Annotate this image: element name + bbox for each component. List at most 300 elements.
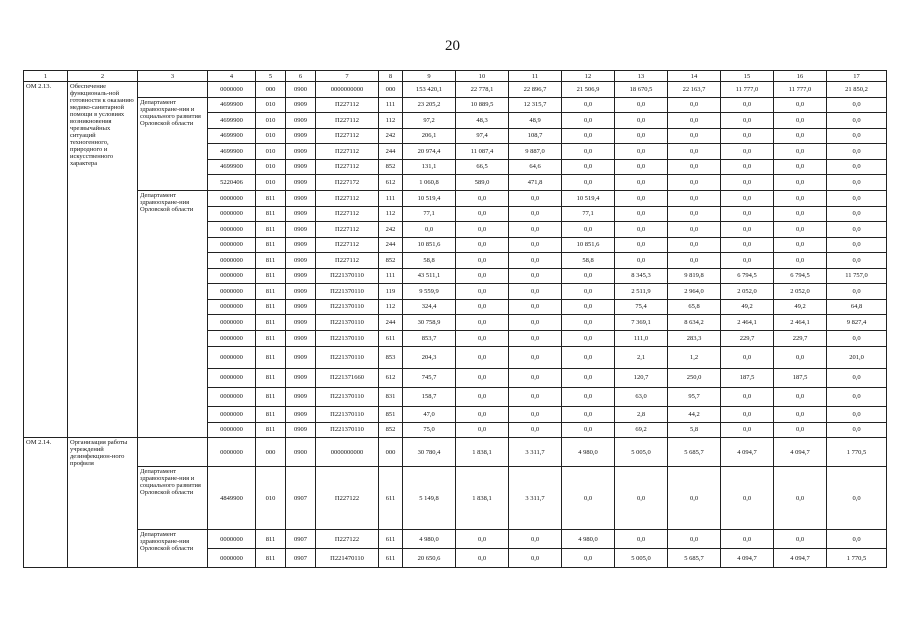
- value-cell: 0,0: [668, 206, 721, 222]
- value-cell: 48,3: [456, 113, 509, 129]
- value-cell: 0,0: [509, 206, 562, 222]
- value-cell: 0000000: [208, 253, 256, 269]
- value-cell: П227112: [316, 253, 379, 269]
- value-cell: 000: [379, 438, 403, 467]
- value-cell: П227112: [316, 159, 379, 175]
- value-cell: 187,5: [721, 368, 774, 387]
- value-cell: 0,0: [668, 113, 721, 129]
- table-row: [24, 438, 887, 467]
- value-cell: 0000000: [208, 284, 256, 300]
- value-cell: 0,0: [774, 406, 827, 422]
- value-cell: 324,4: [403, 299, 456, 315]
- value-cell: 0,0: [827, 330, 887, 346]
- value-cell: 0,0: [827, 159, 887, 175]
- value-cell: 119: [379, 284, 403, 300]
- value-cell: 65,8: [668, 299, 721, 315]
- value-cell: 111: [379, 191, 403, 207]
- value-cell: 5 685,7: [668, 438, 721, 467]
- value-cell: 4 094,7: [721, 549, 774, 568]
- value-cell: 8 345,3: [615, 268, 668, 284]
- value-cell: 0909: [286, 368, 316, 387]
- value-cell: 0000000: [208, 330, 256, 346]
- value-cell: 97,4: [456, 128, 509, 144]
- value-cell: 0,0: [721, 467, 774, 530]
- table-row: [24, 467, 887, 530]
- value-cell: 0,0: [827, 530, 887, 549]
- value-cell: 0000000: [208, 549, 256, 568]
- value-cell: 0,0: [774, 128, 827, 144]
- value-cell: 0,0: [827, 237, 887, 253]
- value-cell: 64,8: [827, 299, 887, 315]
- value-cell: П221370110: [316, 299, 379, 315]
- value-cell: 0900: [286, 82, 316, 98]
- value-cell: П221370110: [316, 406, 379, 422]
- value-cell: П227112: [316, 237, 379, 253]
- value-cell: 0000000: [208, 530, 256, 549]
- value-cell: 11 777,0: [774, 82, 827, 98]
- value-cell: 0,0: [509, 237, 562, 253]
- value-cell: 4 094,7: [774, 438, 827, 467]
- value-cell: 811: [256, 330, 286, 346]
- value-cell: 0,0: [456, 315, 509, 331]
- value-cell: 18 670,5: [615, 82, 668, 98]
- measure-name-cell: Организация работы учреждений дезинфекцион-ного профиля: [68, 438, 138, 568]
- value-cell: 0,0: [509, 422, 562, 438]
- value-cell: 58,8: [562, 253, 615, 269]
- value-cell: 20 650,6: [403, 549, 456, 568]
- value-cell: 0,0: [456, 346, 509, 368]
- header-cell: 7: [316, 71, 379, 82]
- value-cell: 0,0: [509, 284, 562, 300]
- value-cell: 0000000: [208, 368, 256, 387]
- value-cell: 30 780,4: [403, 438, 456, 467]
- value-cell: 0,0: [774, 113, 827, 129]
- value-cell: 0,0: [721, 159, 774, 175]
- value-cell: 21 506,9: [562, 82, 615, 98]
- value-cell: 811: [256, 387, 286, 406]
- value-cell: 0000000: [208, 237, 256, 253]
- value-cell: 131,1: [403, 159, 456, 175]
- value-cell: 64,6: [509, 159, 562, 175]
- value-cell: 0,0: [774, 222, 827, 238]
- value-cell: 10 519,4: [562, 191, 615, 207]
- measure-code-cell: ОМ 2.14.: [24, 438, 68, 568]
- value-cell: 0909: [286, 237, 316, 253]
- header-cell: 1: [24, 71, 68, 82]
- value-cell: 97,2: [403, 113, 456, 129]
- value-cell: 0,0: [615, 253, 668, 269]
- value-cell: 3 311,7: [509, 467, 562, 530]
- value-cell: 010: [256, 128, 286, 144]
- value-cell: 11 087,4: [456, 144, 509, 160]
- value-cell: 4 094,7: [721, 438, 774, 467]
- value-cell: 0,0: [456, 268, 509, 284]
- value-cell: 0,0: [562, 422, 615, 438]
- value-cell: 108,7: [509, 128, 562, 144]
- value-cell: 22 163,7: [668, 82, 721, 98]
- value-cell: 0,0: [721, 387, 774, 406]
- value-cell: 0,0: [562, 113, 615, 129]
- value-cell: 0,0: [562, 330, 615, 346]
- value-cell: 9 819,8: [668, 268, 721, 284]
- value-cell: 853,7: [403, 330, 456, 346]
- value-cell: 0,0: [456, 253, 509, 269]
- value-cell: 811: [256, 222, 286, 238]
- value-cell: 0,0: [827, 422, 887, 438]
- value-cell: 0909: [286, 206, 316, 222]
- value-cell: 0,0: [615, 222, 668, 238]
- value-cell: 0,0: [721, 422, 774, 438]
- value-cell: П227112: [316, 144, 379, 160]
- value-cell: 0909: [286, 315, 316, 331]
- value-cell: П221470110: [316, 549, 379, 568]
- value-cell: П221371660: [316, 368, 379, 387]
- value-cell: 6 794,5: [774, 268, 827, 284]
- value-cell: 0909: [286, 406, 316, 422]
- value-cell: 0,0: [615, 237, 668, 253]
- value-cell: 0909: [286, 222, 316, 238]
- value-cell: 4 980,0: [562, 438, 615, 467]
- value-cell: 0,0: [774, 97, 827, 113]
- value-cell: 95,7: [668, 387, 721, 406]
- value-cell: 811: [256, 284, 286, 300]
- value-cell: 1 770,5: [827, 438, 887, 467]
- value-cell: 0000000: [208, 346, 256, 368]
- value-cell: 0909: [286, 299, 316, 315]
- value-cell: 0,0: [456, 299, 509, 315]
- value-cell: 4699900: [208, 97, 256, 113]
- value-cell: 2 964,0: [668, 284, 721, 300]
- value-cell: 8 634,2: [668, 315, 721, 331]
- value-cell: П221370110: [316, 268, 379, 284]
- value-cell: 0,0: [668, 222, 721, 238]
- value-cell: 229,7: [721, 330, 774, 346]
- value-cell: 43 511,1: [403, 268, 456, 284]
- value-cell: 0,0: [827, 467, 887, 530]
- value-cell: 229,7: [774, 330, 827, 346]
- value-cell: 112: [379, 113, 403, 129]
- value-cell: 0,0: [562, 175, 615, 191]
- value-cell: 811: [256, 268, 286, 284]
- value-cell: 0,0: [562, 128, 615, 144]
- value-cell: 0,0: [827, 144, 887, 160]
- measure-code-cell: ОМ 2.13.: [24, 82, 68, 438]
- value-cell: П221370110: [316, 387, 379, 406]
- value-cell: 4849900: [208, 467, 256, 530]
- value-cell: 111,0: [615, 330, 668, 346]
- value-cell: 0,0: [615, 530, 668, 549]
- value-cell: 0,0: [827, 406, 887, 422]
- value-cell: 30 758,9: [403, 315, 456, 331]
- value-cell: 201,0: [827, 346, 887, 368]
- value-cell: П227172: [316, 175, 379, 191]
- value-cell: 0,0: [509, 268, 562, 284]
- value-cell: 0907: [286, 530, 316, 549]
- value-cell: 0,0: [668, 530, 721, 549]
- value-cell: 010: [256, 113, 286, 129]
- value-cell: 4 094,7: [774, 549, 827, 568]
- value-cell: 0,0: [774, 387, 827, 406]
- header-cell: 12: [562, 71, 615, 82]
- value-cell: 5 685,7: [668, 549, 721, 568]
- value-cell: 0000000: [208, 299, 256, 315]
- value-cell: 851: [379, 406, 403, 422]
- value-cell: 0900: [286, 438, 316, 467]
- value-cell: 0909: [286, 144, 316, 160]
- value-cell: 4699900: [208, 128, 256, 144]
- value-cell: 0,0: [562, 222, 615, 238]
- table-row: [24, 97, 887, 113]
- value-cell: 49,2: [774, 299, 827, 315]
- value-cell: 22 778,1: [456, 82, 509, 98]
- value-cell: 0,0: [721, 175, 774, 191]
- value-cell: 0,0: [562, 97, 615, 113]
- table-row: [24, 191, 887, 207]
- value-cell: 5,8: [668, 422, 721, 438]
- value-cell: 0,0: [721, 191, 774, 207]
- value-cell: 10 519,4: [403, 191, 456, 207]
- value-cell: 0907: [286, 467, 316, 530]
- value-cell: 9 887,0: [509, 144, 562, 160]
- value-cell: 0,0: [615, 144, 668, 160]
- value-cell: 0,0: [774, 530, 827, 549]
- value-cell: 4 980,0: [403, 530, 456, 549]
- value-cell: 69,2: [615, 422, 668, 438]
- executor-cell: [138, 438, 208, 467]
- value-cell: 0,0: [721, 206, 774, 222]
- value-cell: 5 149,8: [403, 467, 456, 530]
- value-cell: 010: [256, 467, 286, 530]
- value-cell: 0,0: [456, 406, 509, 422]
- value-cell: 0909: [286, 113, 316, 129]
- value-cell: 112: [379, 206, 403, 222]
- header-cell: 10: [456, 71, 509, 82]
- value-cell: 4699900: [208, 159, 256, 175]
- value-cell: 0,0: [721, 144, 774, 160]
- value-cell: 0000000: [208, 268, 256, 284]
- value-cell: 0,0: [615, 175, 668, 191]
- value-cell: 0,0: [615, 206, 668, 222]
- budget-table: [23, 70, 887, 568]
- value-cell: 158,7: [403, 387, 456, 406]
- value-cell: 611: [379, 549, 403, 568]
- value-cell: 0,0: [668, 159, 721, 175]
- value-cell: 0,0: [827, 387, 887, 406]
- header-cell: 14: [668, 71, 721, 82]
- value-cell: 0907: [286, 549, 316, 568]
- value-cell: 10 851,6: [403, 237, 456, 253]
- value-cell: 9 827,4: [827, 315, 887, 331]
- header-cell: 4: [208, 71, 256, 82]
- value-cell: 0,0: [456, 422, 509, 438]
- value-cell: 0909: [286, 284, 316, 300]
- value-cell: 0,0: [668, 175, 721, 191]
- value-cell: 77,1: [562, 206, 615, 222]
- value-cell: 612: [379, 368, 403, 387]
- value-cell: 811: [256, 237, 286, 253]
- value-cell: 853: [379, 346, 403, 368]
- value-cell: 0,0: [668, 97, 721, 113]
- value-cell: 0909: [286, 253, 316, 269]
- value-cell: 000: [256, 438, 286, 467]
- value-cell: П227112: [316, 128, 379, 144]
- value-cell: 112: [379, 299, 403, 315]
- value-cell: 111: [379, 97, 403, 113]
- value-cell: 0,0: [456, 206, 509, 222]
- value-cell: 0000000: [208, 206, 256, 222]
- value-cell: 0,0: [721, 97, 774, 113]
- value-cell: 0,0: [456, 330, 509, 346]
- value-cell: 1 838,1: [456, 438, 509, 467]
- value-cell: 0000000000: [316, 82, 379, 98]
- value-cell: 0,0: [509, 406, 562, 422]
- value-cell: 0,0: [827, 128, 887, 144]
- value-cell: 0,0: [562, 368, 615, 387]
- value-cell: 0,0: [774, 206, 827, 222]
- value-cell: 0,0: [403, 222, 456, 238]
- value-cell: 1 060,8: [403, 175, 456, 191]
- value-cell: 0,0: [721, 113, 774, 129]
- value-cell: 0,0: [456, 387, 509, 406]
- value-cell: 2 052,0: [774, 284, 827, 300]
- value-cell: 10 889,5: [456, 97, 509, 113]
- value-cell: 0,0: [456, 222, 509, 238]
- value-cell: П227112: [316, 222, 379, 238]
- value-cell: 0,0: [668, 128, 721, 144]
- value-cell: 0909: [286, 387, 316, 406]
- value-cell: 2 464,1: [721, 315, 774, 331]
- value-cell: 611: [379, 467, 403, 530]
- value-cell: 0,0: [456, 368, 509, 387]
- value-cell: 0,0: [721, 253, 774, 269]
- value-cell: 0000000: [208, 422, 256, 438]
- value-cell: 0,0: [774, 422, 827, 438]
- value-cell: 206,1: [403, 128, 456, 144]
- value-cell: П227112: [316, 191, 379, 207]
- value-cell: 63,0: [615, 387, 668, 406]
- value-cell: 20 974,4: [403, 144, 456, 160]
- value-cell: 5 005,0: [615, 549, 668, 568]
- value-cell: 0,0: [827, 253, 887, 269]
- value-cell: 0909: [286, 128, 316, 144]
- value-cell: 2 052,0: [721, 284, 774, 300]
- value-cell: 5 005,0: [615, 438, 668, 467]
- value-cell: 0,0: [774, 237, 827, 253]
- value-cell: 75,4: [615, 299, 668, 315]
- value-cell: 0,0: [562, 284, 615, 300]
- value-cell: 77,1: [403, 206, 456, 222]
- value-cell: 0,0: [509, 253, 562, 269]
- value-cell: П227122: [316, 467, 379, 530]
- value-cell: 0,0: [509, 530, 562, 549]
- value-cell: 204,3: [403, 346, 456, 368]
- value-cell: 0,0: [615, 97, 668, 113]
- header-cell: 16: [774, 71, 827, 82]
- value-cell: 0000000: [208, 387, 256, 406]
- value-cell: 283,3: [668, 330, 721, 346]
- value-cell: 48,9: [509, 113, 562, 129]
- value-cell: 250,0: [668, 368, 721, 387]
- value-cell: 0,0: [615, 113, 668, 129]
- value-cell: 49,2: [721, 299, 774, 315]
- value-cell: 3 311,7: [509, 438, 562, 467]
- value-cell: 611: [379, 530, 403, 549]
- value-cell: 0909: [286, 330, 316, 346]
- value-cell: 0,0: [827, 368, 887, 387]
- value-cell: 1,2: [668, 346, 721, 368]
- value-cell: 244: [379, 144, 403, 160]
- value-cell: 0909: [286, 346, 316, 368]
- value-cell: 187,5: [774, 368, 827, 387]
- value-cell: 11 777,0: [721, 82, 774, 98]
- value-cell: 0,0: [721, 530, 774, 549]
- value-cell: П227112: [316, 113, 379, 129]
- value-cell: 7 369,1: [615, 315, 668, 331]
- value-cell: 153 420,1: [403, 82, 456, 98]
- value-cell: 852: [379, 253, 403, 269]
- value-cell: 000: [379, 82, 403, 98]
- value-cell: 831: [379, 387, 403, 406]
- value-cell: 612: [379, 175, 403, 191]
- value-cell: 75,0: [403, 422, 456, 438]
- value-cell: 242: [379, 222, 403, 238]
- value-cell: 21 850,2: [827, 82, 887, 98]
- value-cell: 4 980,0: [562, 530, 615, 549]
- executor-cell: Департамент здравоохране-ния и социального развития Орловской области: [138, 467, 208, 530]
- page-number: 20: [445, 38, 460, 54]
- value-cell: 66,5: [456, 159, 509, 175]
- value-cell: 22 896,7: [509, 82, 562, 98]
- header-cell: 6: [286, 71, 316, 82]
- value-cell: 0,0: [827, 191, 887, 207]
- value-cell: 2,1: [615, 346, 668, 368]
- value-cell: 0,0: [721, 346, 774, 368]
- value-cell: 0,0: [562, 387, 615, 406]
- value-cell: 0,0: [774, 346, 827, 368]
- value-cell: 0,0: [562, 549, 615, 568]
- value-cell: 000: [256, 82, 286, 98]
- value-cell: 0,0: [721, 222, 774, 238]
- value-cell: 4699900: [208, 144, 256, 160]
- executor-cell: Департамент здравоохране-ния Орловской области: [138, 191, 208, 438]
- value-cell: П227122: [316, 530, 379, 549]
- value-cell: 0000000: [208, 222, 256, 238]
- header-cell: 17: [827, 71, 887, 82]
- value-cell: 811: [256, 422, 286, 438]
- header-cell: 5: [256, 71, 286, 82]
- value-cell: 58,8: [403, 253, 456, 269]
- value-cell: 0909: [286, 422, 316, 438]
- value-cell: 0,0: [562, 315, 615, 331]
- header-row: [24, 71, 887, 82]
- value-cell: 0,0: [774, 253, 827, 269]
- value-cell: 0,0: [562, 159, 615, 175]
- value-cell: 010: [256, 97, 286, 113]
- value-cell: П227112: [316, 206, 379, 222]
- value-cell: 010: [256, 175, 286, 191]
- header-cell: 3: [138, 71, 208, 82]
- value-cell: 811: [256, 549, 286, 568]
- value-cell: 0,0: [774, 467, 827, 530]
- value-cell: 0,0: [562, 299, 615, 315]
- value-cell: 811: [256, 368, 286, 387]
- value-cell: 0000000000: [316, 438, 379, 467]
- value-cell: 1 770,5: [827, 549, 887, 568]
- table-row: [24, 82, 887, 98]
- value-cell: 0,0: [456, 530, 509, 549]
- value-cell: 0,0: [509, 330, 562, 346]
- value-cell: 0,0: [456, 237, 509, 253]
